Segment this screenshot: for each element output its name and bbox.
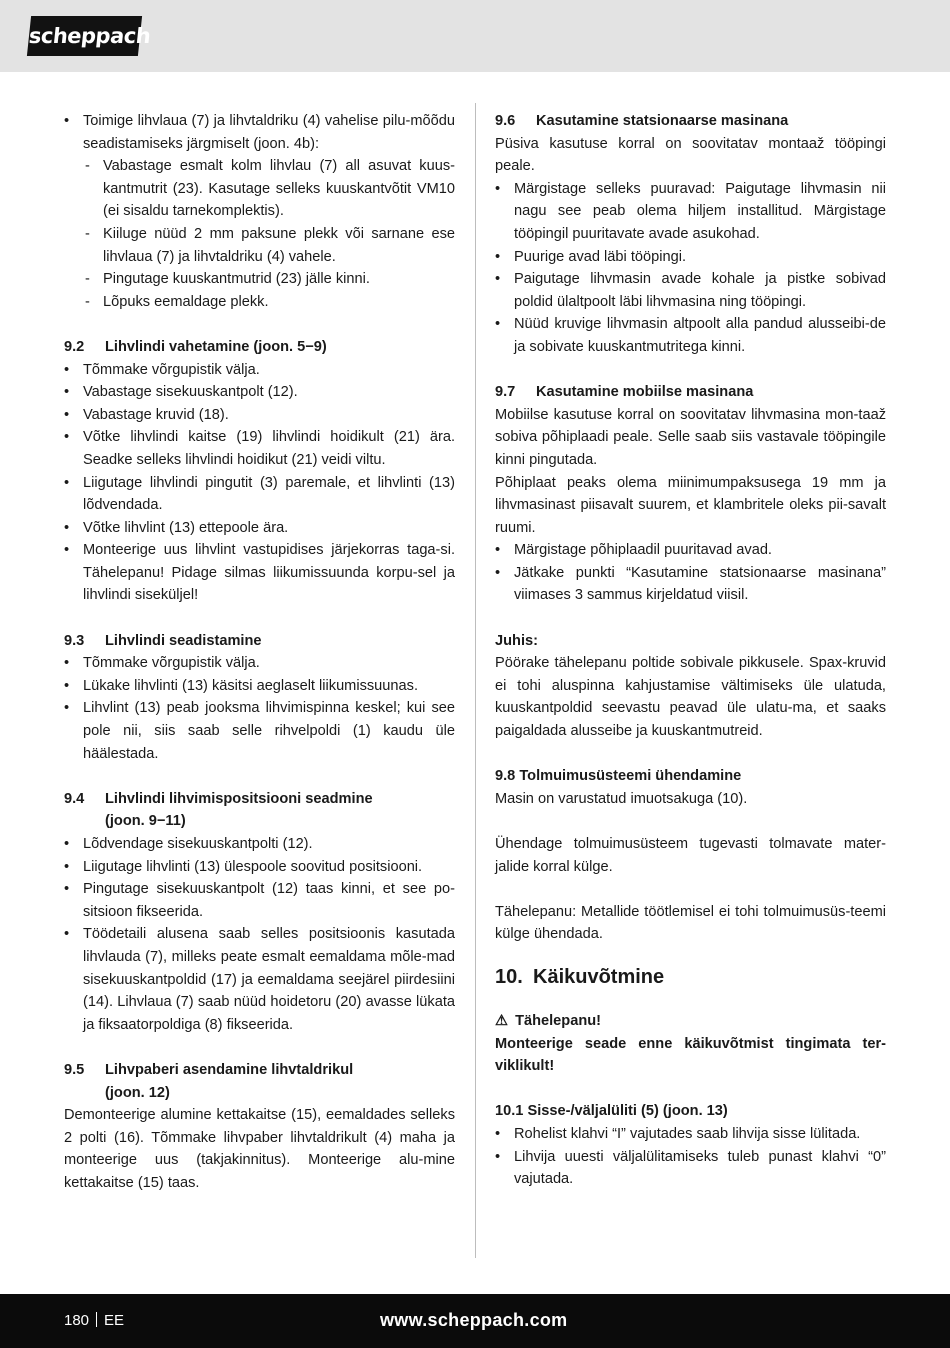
warning-heading: ⚠ Tähelepanu! (495, 1010, 886, 1033)
section-heading-9-2: 9.2 Lihvlindi vahetamine (joon. 5−9) (64, 338, 327, 355)
separator (96, 1312, 97, 1327)
list-item: • Jätkake punkti “Kasutamine statsionaarse masinana” viimases 3 sammus kirjeldatud viisil. (495, 562, 886, 607)
dash-item: - Kiiluge nüüd 2 mm paksune plekk või sarnane ese lihvlaua (7) ja lihvtaldriku (4) vahele. (64, 223, 455, 268)
warning-text: Monteerige seade enne käikuvõtmist tingimata ter-viklikult! (495, 1035, 886, 1075)
section-heading-9-5: 9.5 Lihvpaberi asendamine lihvtaldrikul (joon. 12) (64, 1061, 354, 1101)
list-item: • Toimige lihvlaua (7) ja lihvtaldriku (4) vahelise pilu-mõõdu seadistamiseks järgmiselt (joon. 4b): (64, 110, 455, 155)
paragraph: Tähelepanu: Metallide töötlemisel ei tohi tolmuimusüs-teemi külge ühendada. (495, 903, 886, 943)
list-item: • Lõdvendage sisekuuskantpolti (12). (64, 833, 455, 856)
list-item: • Pingutage sisekuuskantpolt (12) taas kinni, et see po-sitsioon fikseerida. (64, 878, 455, 923)
list-item: • Vabastage kruvid (18). (64, 404, 455, 427)
list-item: • Puurige avad läbi tööpingi. (495, 246, 886, 269)
list-item: • Liigutage lihvlinti (13) ülespoole soovitud positsiooni. (64, 856, 455, 879)
section-heading-9-4: 9.4 Lihvlindi lihvimispositsiooni seadmine (joon. 9−11) (64, 790, 373, 830)
right-column (495, 110, 886, 1191)
dash-item: - Pingutage kuuskantmutrid (23) jälle kinni. (64, 268, 455, 291)
scheppach-logo: scheppach (27, 16, 142, 56)
list-item: • Märgistage põhiplaadil puuritavad avad. (495, 539, 886, 562)
paragraph: Masin on varustatud imuotsakuga (10). (495, 790, 748, 807)
list-item: • Võtke lihvlindi kaitse (19) lihvlindi hoidikult (21) ära. Seadke selleks lihvlindi hoidikut (21) veidi viltu. (64, 426, 455, 471)
column-divider (475, 103, 476, 1258)
warning-icon: ⚠ (495, 1012, 509, 1029)
paragraph: Demonteerige alumine kettakaitse (15), eemaldades selleks 2 polti (16). Tõmmake lihvpaber lihvtaldrikult (4) maha ja monteerige uus (takjakinnitus). Monteerige alu-mine kettakaitse (15) taas. (64, 1107, 455, 1191)
list-item: • Nüüd kruvige lihvmasin altpoolt alla pandud alusseibi-de ja sobivate kuuskantmutritega kinni. (495, 313, 886, 358)
list-item: • Tõmmake võrgupistik välja. (64, 359, 455, 382)
list-item: • Lihvlint (13) peab jooksma lihvimispinna keskel; kui see pole nii, siis saab selle rihvelpoldi (1) kaudu üle häälestada. (64, 697, 455, 765)
list-item: • Lükake lihvlinti (13) käsitsi aeglaselt liikumissuunas. (64, 675, 455, 698)
section-heading-10-1: 10.1 Sisse-/väljalüliti (5) (joon. 13) (495, 1103, 728, 1120)
section-heading-9-7: 9.7 Kasutamine mobiilse masinana (495, 384, 754, 401)
header-bar (0, 0, 950, 72)
paragraph: Pöörake tähelepanu poltide sobivale pikkusele. Spax-kruvid ei tohi aluspinna kahjustamise vältimiseks üle ulatuda, kuuskantpoldid seevastu peavad üle ulatu-ma, et saaks paigaldada alusseibe ja kuuskantmutreid. (495, 655, 886, 740)
list-item: • Vabastage sisekuuskantpolt (12). (64, 381, 455, 404)
list-item: • Märgistage selleks puuravad: Paigutage lihvmasin nii nagu see peab olema hiljem installitud. Märgistage tööpingil puuritavate avade asukohad. (495, 178, 886, 246)
note-heading: Juhis: (495, 632, 538, 649)
section-heading-9-6: 9.6 Kasutamine statsionaarse masinana (495, 113, 789, 129)
list-item: • Liigutage lihvlindi pingutit (3) paremale, et lihvlinti (13) lõdvendada. (64, 472, 455, 517)
list-item: • Paigutage lihvmasin avade kohale ja pistke sobivad poldid ülaltpoolt läbi lihvmasina ning tööpingi. (495, 268, 886, 313)
dash-item: - Vabastage esmalt kolm lihvlau (7) all asuvat kuus-kantmutrit (23). Kasutage selleks kuuskantvõtit VM10 (ei sisaldu tarnekomplektis). (64, 155, 455, 223)
page-number: 180 EE (64, 1312, 125, 1329)
left-column (64, 110, 455, 1195)
dash-item: - Lõpuks eemaldage plekk. (64, 291, 455, 314)
footer-bar (0, 1294, 950, 1348)
list-item: • Lihvija uuesti väljalülitamiseks tuleb punast klahvi “0” vajutada. (495, 1146, 886, 1191)
list-item: • Töödetaili alusena saab selles positsioonis kasutada lihvlauda (7), milleks peate esmalt eemaldama mõle-mad sisekuuskantpoldid (17) ja eemaldama seejärel piirdesiini (14). Lihvlaua (7) saab nüüd hoidetoru (20) avasse lükata ja fiksaatorpoldiga (8) fikseerida. (64, 923, 455, 1036)
list-item: • Võtke lihvlint (13) ettepoole ära. (64, 517, 455, 540)
section-heading-9-8: 9.8 Tolmuimusüsteemi ühendamine (495, 768, 742, 785)
website-link[interactable]: www.scheppach.com (380, 1310, 568, 1330)
paragraph: Põhiplaat peaks olema miinimumpaksusega 19 mm ja lihvmasinast piisavalt suurem, et klambritele oleks pii-savalt ruumi. (495, 474, 886, 536)
section-heading-9-3: 9.3 Lihvlindi seadistamine (64, 632, 262, 649)
paragraph: Püsiva kasutuse korral on soovitatav montaaž tööpingi peale. (495, 135, 886, 175)
paragraph: Ühendage tolmuimusüsteem tugevasti tolmavate mater-jalide korral külge. (495, 836, 886, 875)
list-item: • Tõmmake võrgupistik välja. (64, 652, 455, 675)
list-item: • Rohelist klahvi “I” vajutades saab lihvija sisse lülitada. (495, 1123, 886, 1146)
chapter-heading-10: 10. Käikuvõtmine (495, 965, 665, 988)
list-item: • Monteerige uus lihvlint vastupidises järjekorras taga-si. Tähelepanu! Pidage silmas liikumissuunda korpu-sel ja lihvlindi siseküljel! (64, 539, 455, 607)
paragraph: Mobiilse kasutuse korral on soovitatav lihvmasina mon-taaž sobiva põhiplaadi peale. Selle saab siis vastavale tööpingile kinni pingutada. (495, 406, 886, 468)
